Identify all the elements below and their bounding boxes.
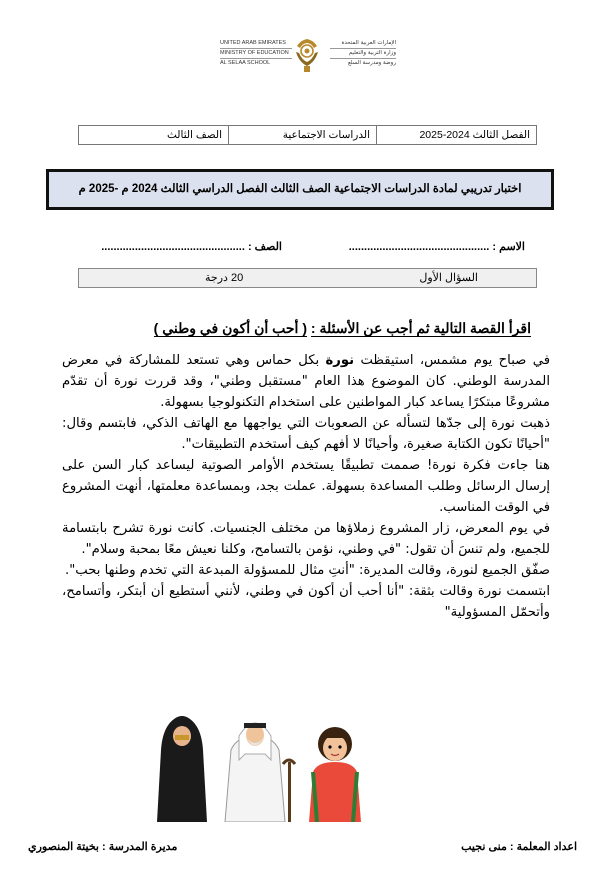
question-label: السؤال الأول (419, 272, 478, 284)
logo-ar-line-3: روضة ومدرسة السلع (348, 60, 396, 66)
girl-figure (309, 727, 361, 822)
question-bar (78, 268, 537, 288)
exam-title: اختبار تدريبي لمادة الدراسات الاجتماعية الصف الثالث الفصل الدراسي الثالث 2024 م -2025 م (78, 183, 522, 195)
term-cell: الفصل الثالث 2024-2025 (376, 126, 536, 144)
story-paragraph-1 (62, 350, 550, 413)
logo-en-line-3: AL SELAA SCHOOL (220, 60, 271, 66)
logo-divider (220, 48, 292, 49)
school-logo (220, 36, 395, 78)
uae-emblem-icon (293, 36, 321, 74)
grandfather-figure (225, 723, 295, 822)
instruction-text: اقرأ القصة التالية ثم أجب عن الأسئلة : (310, 320, 531, 336)
story-paragraph-6: ابتسمت نورة وقالت بثقة: "أنا أحب أن أكون في وطني، لأنني أستطيع أن أبتكر، وأتسامح، وأتحمّل المسؤولية" (62, 584, 550, 620)
class-dots[interactable]: ............................................... (101, 241, 245, 253)
story-text-span: في صباح يوم مشمس، استيقظت (354, 353, 550, 368)
story-text (62, 350, 550, 623)
class-field[interactable] (82, 240, 282, 253)
logo-divider (330, 58, 396, 59)
logo-arabic-text (330, 40, 396, 67)
instruction (154, 320, 531, 337)
logo-ar-line-2: وزارة التربية والتعليم (348, 50, 396, 56)
story-title: ( أحب أن أكون في وطني ) (153, 320, 307, 336)
name-field[interactable] (349, 240, 525, 253)
story-text-span: بكل حماس وهي تستعد للمشاركة في معرض المدرسة الوطني. كان الموضوع هذا العام "مستقبل وطني"، وقد قررت نورة أن تقدّم مشروعًا مبتكرًا يساعد كبار المواطنين على استخدام التكنولوجيا بسهولة. (62, 353, 550, 410)
exam-title-box (46, 169, 554, 210)
logo-en-line-1: UNITED ARAB EMIRATES (220, 40, 286, 46)
story-paragraph-5: صفّق الجميع لنورة، وقالت المديرة: "أنتِ مثال للمسؤولة المبدعة التي تخدم وطنها بحب". (65, 563, 550, 578)
character-name: نورة (325, 353, 355, 368)
logo-ar-line-1: الإمارات العربية المتحدة (341, 40, 396, 46)
class-label: الصف : (247, 241, 282, 253)
question-marks: 20 درجة (205, 272, 244, 284)
logo-divider (330, 48, 396, 49)
logo-english-text (220, 40, 292, 67)
story-paragraph-3: هنا جاءت فكرة نورة! صممت تطبيقًا يستخدم الأوامر الصوتية ليساعد كبار السن على إرسال الرسائل وطلب المساعدة بسهولة. عملت بجد، وبمساعدة معلمتها، أنهت المشروع في الوقت المناسب. (62, 458, 550, 515)
name-dots[interactable]: .............................................. (348, 241, 490, 253)
grade-cell: الصف الثالث (166, 129, 222, 141)
mother-figure (157, 716, 207, 822)
name-label: الاسم : (492, 241, 525, 253)
family-illustration (147, 710, 372, 822)
story-paragraph-4: في يوم المعرض، زار المشروع زملاؤها من مختلف الجنسيات. كانت نورة تشرح بابتسامة للجميع، ولم تنسَ أن تقول: "في وطني، نؤمن بالتسامح، وكلنا نعيش معًا بمحبة وسلام". (62, 521, 550, 557)
principal-credit: مديرة المدرسة : بخيتة المنصوري (28, 841, 178, 853)
subject-cell: الدراسات الاجتماعية (228, 126, 376, 144)
logo-divider (220, 58, 292, 59)
logo-en-line-2: MINISTRY OF EDUCATION (220, 50, 289, 56)
teacher-credit: اعداد المعلمة : منى نجيب (461, 841, 577, 853)
story-paragraph-2: ذهبت نورة إلى جدّها لتسأله عن الصعوبات التي يواجهها مع الهاتف الذكي، فابتسم وقال: "أحيانًا تكون الكتابة صغيرة، وأحيانًا لا أفهم كيف أستخدم التطبيقات". (62, 416, 550, 452)
info-table (78, 125, 537, 145)
